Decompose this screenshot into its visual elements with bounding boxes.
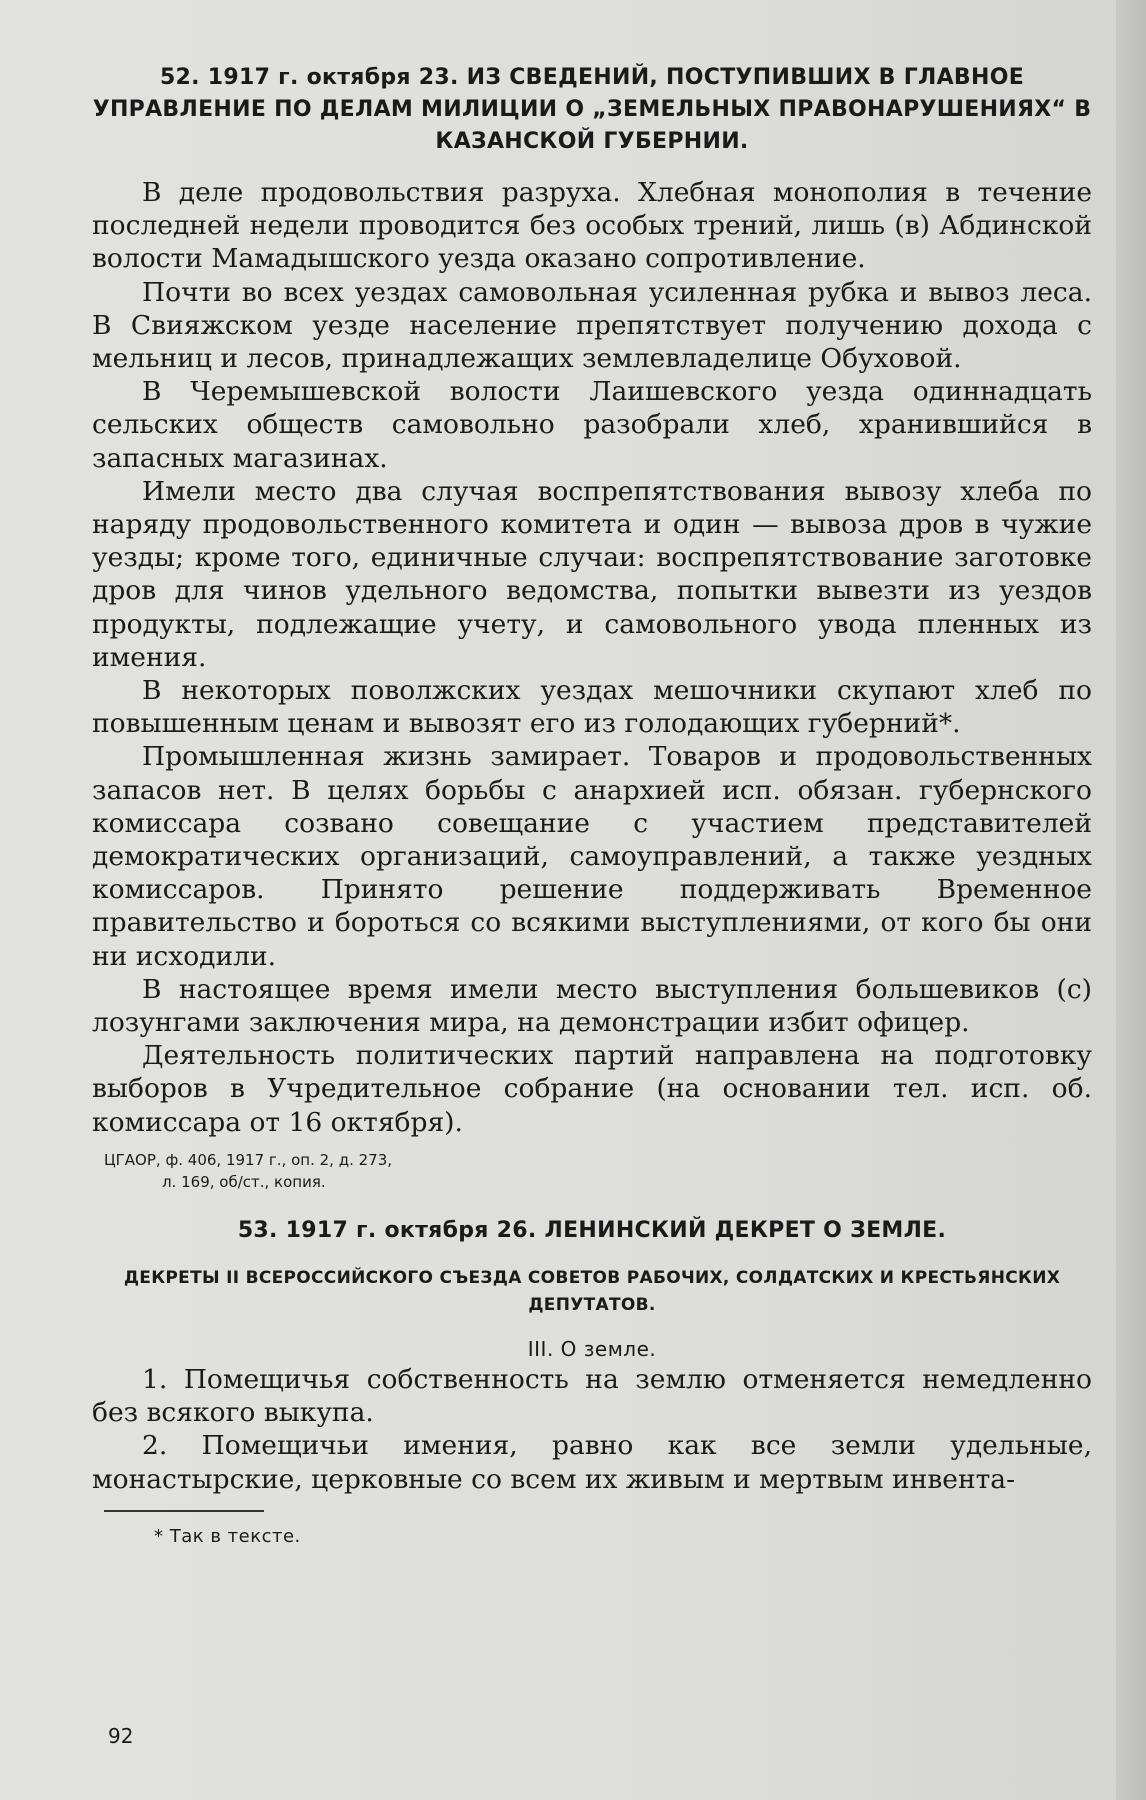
paragraph: Деятельность политических партий направлена на подготовку выборов в Учредительное собрание (на основании тел. исп. об. комиссара от 16 октября). (92, 1040, 1092, 1138)
source-line-2: л. 169, об/ст., копия. (162, 1172, 326, 1191)
page-number: 92 (108, 1724, 134, 1748)
paragraph: В Черемышевской волости Лаишевского уезда одиннадцать сельских обществ самовольно разобрали хлеб, хранившийся в запасных магазинах. (92, 376, 1092, 474)
doc-52-heading: 52. 1917 г. октября 23. ИЗ СВЕДЕНИЙ, ПОСТУПИВШИХ В ГЛАВНОЕ УПРАВЛЕНИЕ ПО ДЕЛАМ МИЛИЦИИ О „ЗЕМЕЛЬНЫХ ПРАВОНАРУШЕНИЯХ“ В КАЗАНСКОЙ ГУБЕРНИИ. (92, 65, 1092, 154)
paragraph: Имели место два случая воспрепятствования вывозу хлеба по наряду продовольственного комитета и один — вывоза дров в чужие уезды; кроме того, единичные случаи: воспрепятствование заготовке дров для чинов удельного ведомства, попытки вывезти из уездов продукты, подлежащие учету, и самовольного увода пленных из имения. (92, 475, 1092, 673)
page-content (92, 62, 1092, 1547)
footnote-divider (104, 1510, 264, 1512)
doc-53-body (92, 1363, 1092, 1496)
paragraph: В некоторых поволжских уездах мешочники скупают хлеб по повышенным ценам и вывозят его из голодающих губерний*. (92, 675, 1092, 740)
section-title: III. О земле. (527, 1336, 657, 1361)
paragraph: В деле продовольствия разруха. Хлебная монополия в течение последней недели проводится без особых трений, лишь (в) Абдинской волости Мамадышского уезда оказано сопротивление. (92, 177, 1092, 275)
paragraph: 2. Помещичьи имения, равно как все земли удельные, монастырские, церковные со всем их живым и мертвым инвента- (92, 1430, 1092, 1495)
archive-source (104, 1149, 1092, 1193)
doc-53-subheading: ДЕКРЕТЫ II ВСЕРОССИЙСКОГО СЪЕЗДА СОВЕТОВ РАБОЧИХ, СОЛДАТСКИХ И КРЕСТЬЯНСКИХ ДЕПУТАТОВ. (123, 1267, 1061, 1315)
source-line-1: ЦГАОР, ф. 406, 1917 г., оп. 2, д. 273, (104, 1150, 393, 1169)
doc-52-body (92, 176, 1092, 1139)
paragraph: 1. Помещичья собственность на землю отменяется немедленно без всякого выкупа. (92, 1363, 1092, 1429)
doc-53-heading: 53. 1917 г. октября 26. ЛЕНИНСКИЙ ДЕКРЕТ О ЗЕМЛЕ. (237, 1217, 947, 1243)
paragraph: Промышленная жизнь замирает. Товаров и продовольственных запасов нет. В целях борьбы с анархией исп. обязан. губернского комиссара созвано совещание с участием представителей демократических организаций, самоуправлений, а также уездных комиссаров. Принято решение поддерживать Временное правительство и бороться со всякими выступлениями, от кого бы они ни исходили. (92, 741, 1092, 972)
page-edge-shadow (1116, 0, 1146, 1800)
paragraph: Почти во всех уездах самовольная усиленная рубка и вывоз леса. В Свияжском уезде население препятствует получению дохода с мельниц и лесов, принадлежащих землевладелице Обуховой. (92, 276, 1092, 375)
footnote: * Так в тексте. (154, 1525, 301, 1547)
paragraph: В настоящее время имели место выступления большевиков (с) лозунгами заключения мира, на демонстрации избит офицер. (92, 973, 1092, 1039)
